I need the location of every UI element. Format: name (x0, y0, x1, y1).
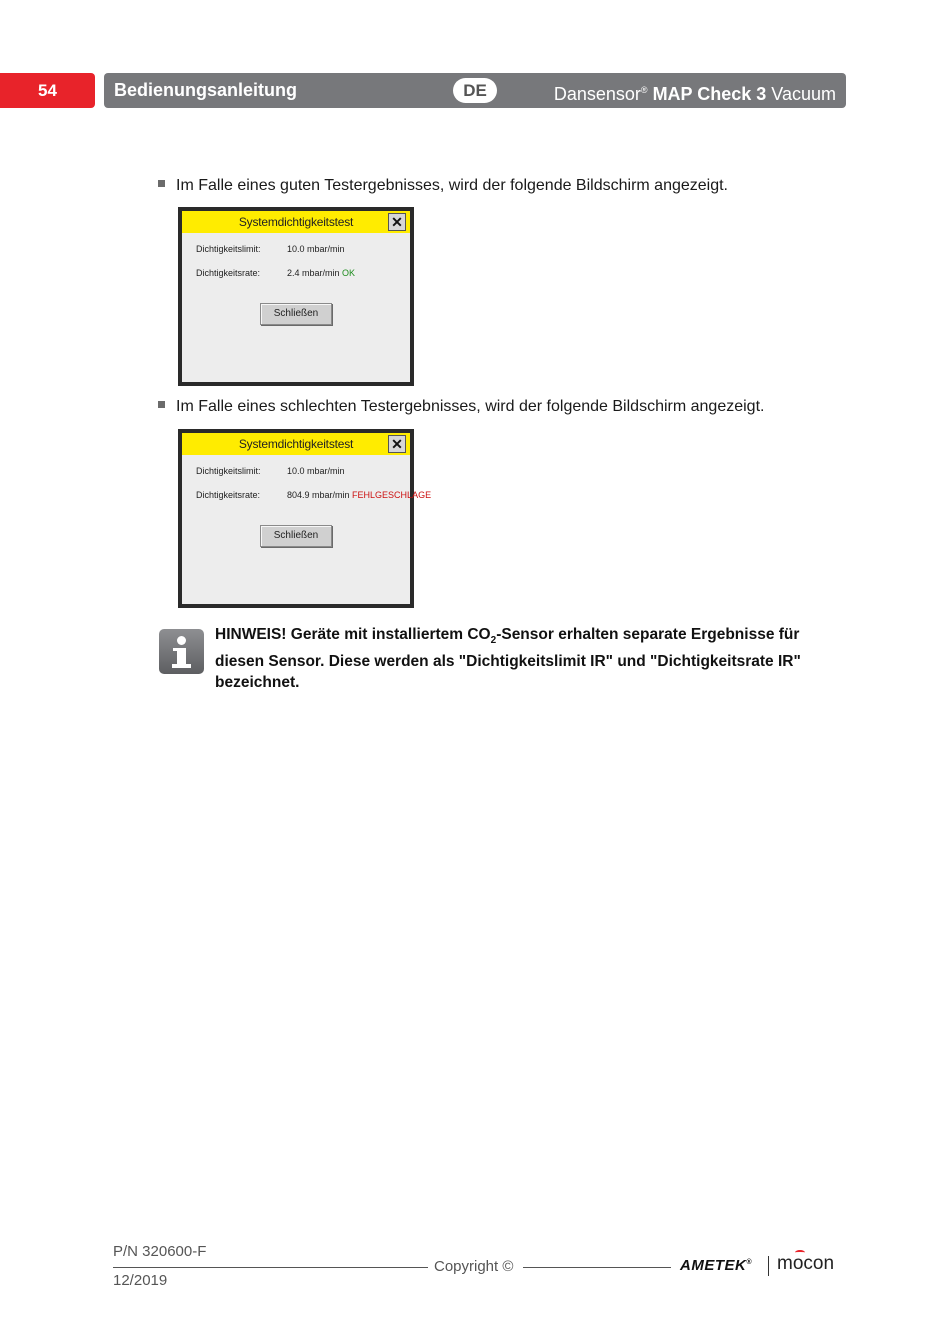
limit-label: Dichtigkeitslimit: (196, 466, 261, 476)
status-failed: FEHLGESCHLAGE (352, 490, 432, 500)
limit-value: 10.0 mbar/min (287, 466, 345, 476)
header-bar (104, 73, 846, 108)
close-icon[interactable]: ✕ (388, 435, 406, 453)
part-number: P/N 320600-F (113, 1243, 207, 1260)
mocon-logo-mark (795, 1250, 805, 1255)
footer-divider (523, 1267, 671, 1268)
limit-label: Dichtigkeitslimit: (196, 244, 261, 254)
screen-bad-result (178, 429, 432, 608)
product-brand: Dansensor (553, 84, 641, 104)
page-number: 54 (0, 73, 95, 108)
publication-date: 12/2019 (113, 1272, 168, 1289)
rate-label: Dichtigkeitsrate: (196, 268, 261, 278)
ametek-logo (680, 1257, 752, 1274)
screen-title: Systemdichtigkeitstest (182, 433, 410, 455)
logo-separator (768, 1256, 769, 1276)
screen-title: Systemdichtigkeitstest (182, 211, 410, 233)
close-button[interactable]: Schließen (260, 303, 332, 325)
bullet-square-icon (158, 401, 165, 408)
info-icon (159, 629, 204, 674)
rate-value: 2.4 mbar/min (287, 268, 340, 278)
note-text-part2: -Sensor erhalten separate Ergebnisse für diesen Sensor. Diese werden als "Dichtigkeitslimit IR" und "Dichtigkeitsrate IR" bezeichnet. (215, 626, 801, 692)
note-text (215, 624, 835, 693)
note-text-part1: HINWEIS! Geräte mit installiertem CO (215, 626, 491, 643)
rate-value: 804.9 mbar/min (287, 490, 350, 500)
product-name (554, 73, 836, 108)
footer-divider (113, 1267, 428, 1268)
mocon-logo (777, 1253, 834, 1275)
ametek-logo-text: AMETEK (680, 1257, 747, 1274)
status-ok: OK (342, 268, 356, 278)
bullet-text: Im Falle eines guten Testergebnisses, wird der folgende Bildschirm angezeigt. (176, 177, 728, 194)
rate-value-row (287, 268, 355, 278)
rate-value-row (287, 490, 432, 500)
close-button[interactable]: Schließen (260, 525, 332, 547)
rate-label: Dichtigkeitsrate: (196, 490, 261, 500)
limit-value: 10.0 mbar/min (287, 244, 345, 254)
ametek-reg-mark: ® (746, 1259, 753, 1266)
bullet-square-icon (158, 180, 165, 187)
bullet-good-result (158, 177, 728, 195)
language-badge: DE (453, 78, 497, 103)
copyright: Copyright © (434, 1258, 514, 1275)
manual-title: Bedienungsanleitung (114, 80, 298, 100)
close-icon[interactable]: ✕ (388, 213, 406, 231)
registered-mark: ® (640, 85, 648, 95)
note-subscript: 2 (490, 635, 497, 647)
product-model: MAP Check 3 (652, 84, 767, 104)
mocon-logo-text: mocon (777, 1253, 835, 1274)
screen-good-result (178, 207, 414, 386)
product-variant: Vacuum (771, 84, 836, 104)
bullet-bad-result (158, 398, 764, 416)
bullet-text: Im Falle eines schlechten Testergebnisses, wird der folgende Bildschirm angezeigt. (176, 398, 765, 415)
